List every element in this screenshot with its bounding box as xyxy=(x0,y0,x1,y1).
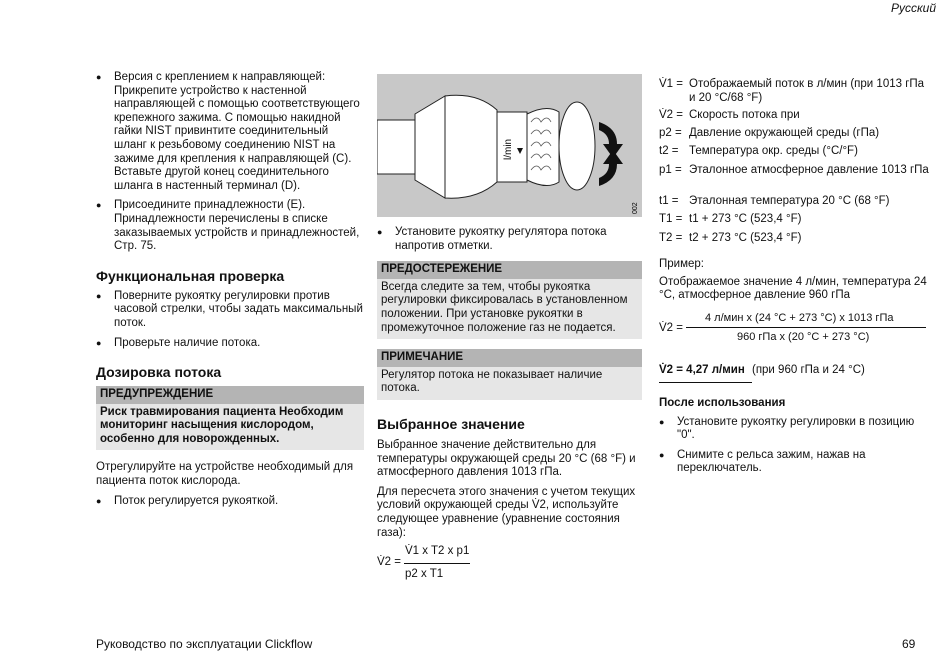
result-underline xyxy=(659,382,752,383)
fraction-line xyxy=(404,563,470,564)
list-item: ● Установите рукоятку регулировки в позицию "0". xyxy=(659,416,929,443)
section-title-dosing: Дозировка потока xyxy=(96,364,222,381)
footer-title: Руководство по эксплуатации Clickflow xyxy=(96,637,313,651)
list-item: ● Поверните рукоятку регулировки против часовой стрелки, чтобы задать максимальный поток. xyxy=(96,290,364,331)
selected-paragraph-2: Для пересчета этого значения с учетом текущих условий окружающей среды V̇2, используйте следующее уравнение (уравнение состояния газа): xyxy=(377,485,636,539)
result-conditions: (при 960 гПа и 24 °C) xyxy=(751,364,865,376)
note-text: Регулятор потока не показывает наличие потока. xyxy=(377,367,642,400)
dosing-text: Отрегулируйте на устройстве необходимый для пациента поток кислорода. xyxy=(96,461,354,488)
example-block xyxy=(659,258,929,303)
caution-text: Всегда следите за тем, чтобы рукоятка регулировки фиксировалась в установленном положении. При установке рукоятки в промежуточное положение газ не подается. xyxy=(377,279,642,339)
formula-denominator: p2 x T1 xyxy=(405,568,444,580)
selected-paragraph-1: Выбранное значение действительно для температуры окружающей среды 20 °C (68 °F) и атмосферного давления 1013 гПа. xyxy=(377,438,636,479)
language-label: Русский xyxy=(890,1,936,15)
note-heading: ПРИМЕЧАНИЕ xyxy=(377,349,642,367)
formula-lhs: V̇2 = xyxy=(377,556,401,568)
after-use-block xyxy=(659,397,929,482)
unit-label: l/min xyxy=(503,138,514,160)
flow-regulator-illustration xyxy=(377,74,642,217)
list-item: ● Присоедините принадлежности (E). Принадлежности перечислены в списке заказываемых устройств и принадлежностей, Стр. 75. xyxy=(96,199,364,253)
list-item: ● Установите рукоятку регулятора потока напротив отметки. xyxy=(377,226,642,253)
definitions-list: V̇1 = Отображаемый поток в л/мин (при 1013 гПа и 20 °C/68 °F) V̇2 = Скорость потока при p2 = Давление окружающей среды (гПа) t2 = Температура окр. среды (°C/°F) p1 = Эталонное атмосферное давление 1013 гПа t1 = Эталонная температура 20 °C (68 °F) T1 = t1 + 273 °C (523,4 °F) T2 = t2 + 273 °C (523,4 °F) xyxy=(659,78,929,244)
list-item: ● Версия с креплением к направляющей: Прикрепите устройство к настенной направляющей с помощью соответствующего крепежного зажима. С помощью накидной гайки NIST привинтите соединительный шланг к резьбовому соединению NIST на зажиме для крепления к направляющей (C). Вставьте другой конец соединительного шланга в настенный терминал (D). xyxy=(96,71,364,193)
warning-text: Риск травмирования пациента Необходим мониторинг насыщения кислородом, особенно для новорожденных. xyxy=(96,404,364,451)
list-item: ● Снимите с рельса зажим, нажав на переключатель. xyxy=(659,449,929,476)
example-formula-numerator: 4 л/мин x (24 °C + 273 °C) x 1013 гПа xyxy=(705,312,894,324)
section-title-after-use: После использования xyxy=(659,397,786,409)
warning-box xyxy=(96,386,364,450)
middle-column xyxy=(377,226,642,540)
caution-box xyxy=(377,261,642,339)
fraction-line xyxy=(686,327,926,328)
example-text: Отображаемое значение 4 л/мин, температура 24 °C, атмосферное давление 960 гПа xyxy=(659,275,927,302)
figure-code: 002 xyxy=(632,202,639,214)
page-number: 69 xyxy=(902,637,916,651)
regulator-drawing xyxy=(377,74,642,217)
section-title-selected: Выбранное значение xyxy=(377,415,525,432)
formula-numerator: V̇1 x T2 x p1 xyxy=(405,545,470,557)
warning-heading: ПРЕДУПРЕЖДЕНИЕ xyxy=(96,386,364,404)
list-item: ● Поток регулируется рукояткой. xyxy=(96,495,364,509)
note-box xyxy=(377,349,642,400)
example-formula-lhs: V̇2 = xyxy=(659,322,683,334)
example-label: Пример: xyxy=(659,258,704,270)
left-column xyxy=(96,71,364,514)
example-formula-denominator: 960 гПа x (20 °C + 273 °C) xyxy=(737,331,870,343)
result-value: V̇2 = 4,27 л/мин xyxy=(659,364,745,376)
list-item: ● Проверьте наличие потока. xyxy=(96,337,364,351)
section-title-func-check: Функциональная проверка xyxy=(96,267,285,284)
result-line xyxy=(659,364,929,378)
caution-heading: ПРЕДОСТЕРЕЖЕНИЕ xyxy=(377,261,642,279)
